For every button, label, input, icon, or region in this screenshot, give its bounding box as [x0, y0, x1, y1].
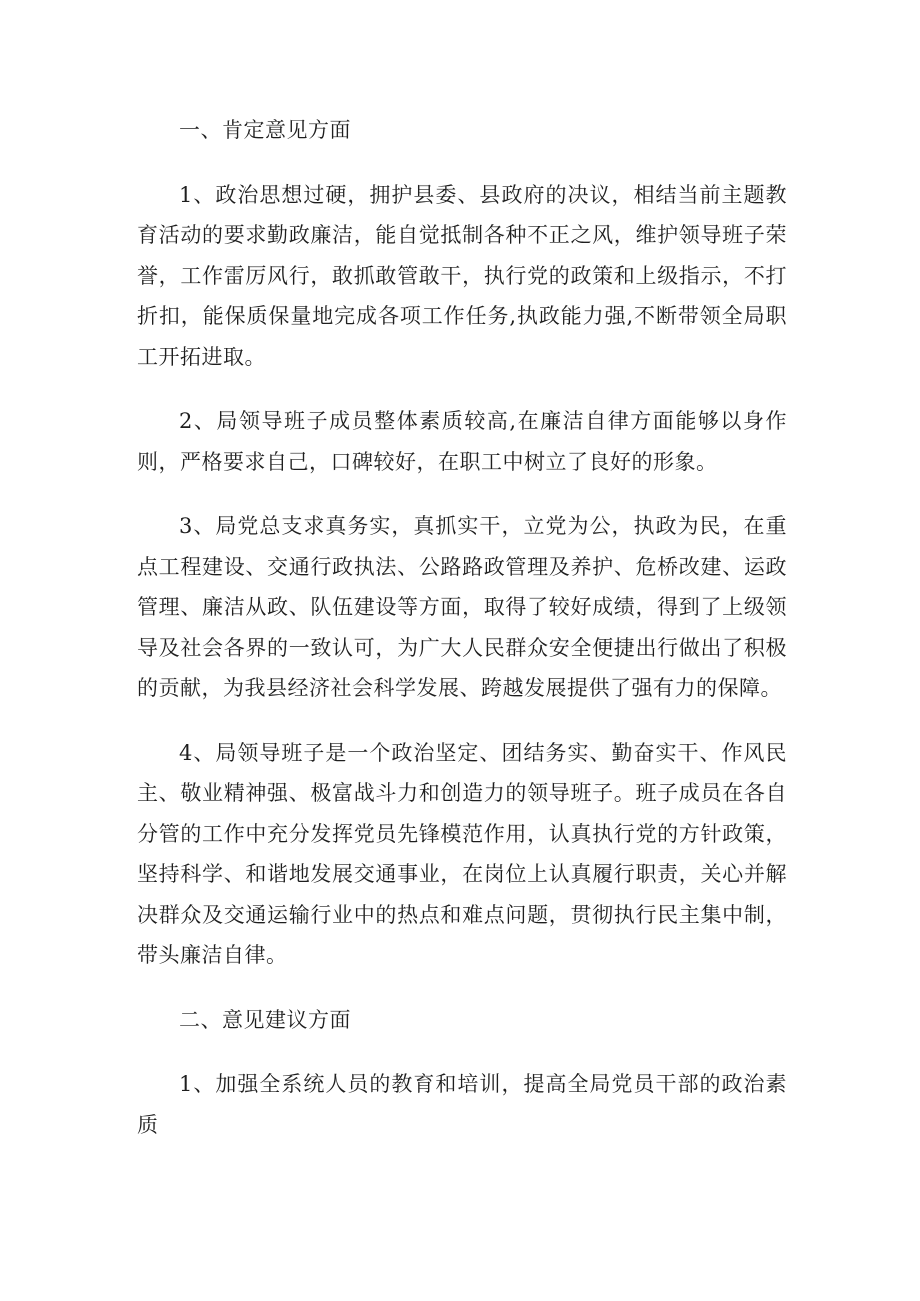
paragraph-suggestion-1: 1、加强全系统人员的教育和培训，提高全局党员干部的政治素质: [137, 1072, 787, 1137]
paragraph-item-2: 2、局领导班子成员整体素质较高,在廉洁自律方面能够以身作则，严格要求自己，口碑较好，在职工中树立了良好的形象。: [137, 409, 787, 474]
paragraph-item-3: 3、局党总支求真务实，真抓实干，立党为公，执政为民，在重点工程建设、交通行政执法、公路路政管理及养护、危桥改建、运政管理、廉洁从政、队伍建设等方面，取得了较好成绩，得到了上级领导及社会各界的一致认可，为广大人民群众安全便捷出行做出了积极的贡献，为我县经济社会科学发展、跨越发展提供了强有力的保障。: [137, 514, 787, 700]
paragraph-item-4: 4、局领导班子是一个政治坚定、团结务实、勤奋实干、作风民主、敬业精神强、极富战斗力和创造力的领导班子。班子成员在各自分管的工作中充分发挥党员先锋模范作用，认真执行党的方针政策，坚持科学、和谐地发展交通事业，在岗位上认真履行职责，关心并解决群众及交通运输行业中的热点和难点问题，贯彻执行民主集中制，带头廉洁自律。: [137, 740, 787, 967]
document-body: [137, 110, 787, 1169]
paragraph-item-1: 1、政治思想过硬，拥护县委、县政府的决议，相结当前主题教育活动的要求勤政廉洁，能自觉抵制各种不正之风，维护领导班子荣誉，工作雷厉风行，敢抓敢管敢干，执行党的政策和上级指示，不打折扣，能保质保量地完成各项工作任务,执政能力强,不断带领全局职工开拓进取。: [137, 182, 787, 369]
section-heading-affirmative: 一、肯定意见方面: [179, 118, 351, 142]
section-heading-suggestions: 二、意见建议方面: [179, 1007, 351, 1032]
